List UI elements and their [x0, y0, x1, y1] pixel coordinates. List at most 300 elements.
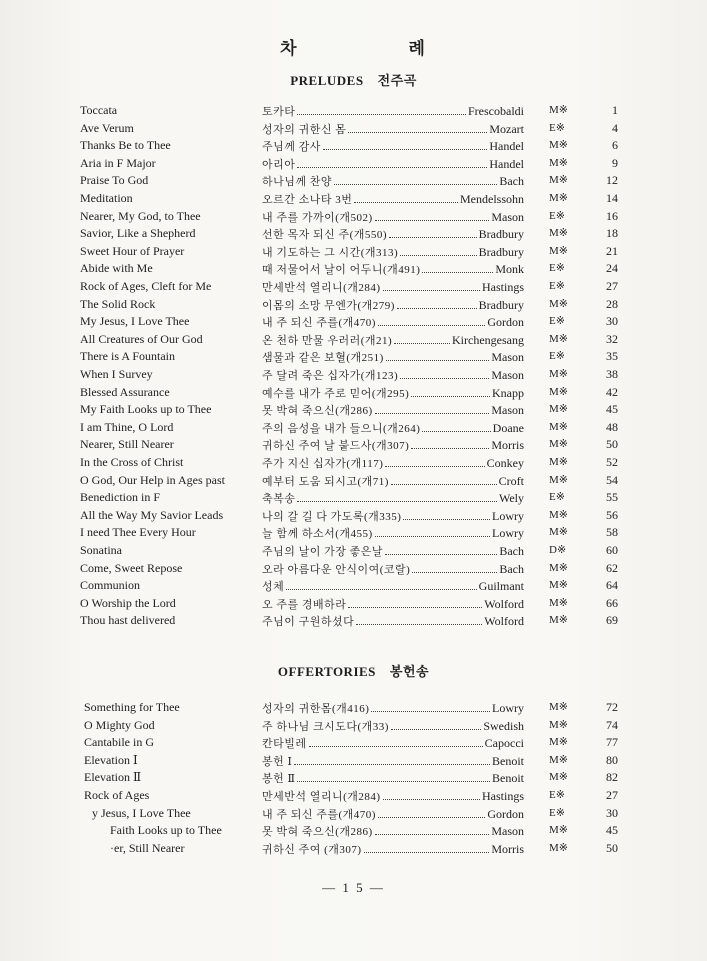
entry-korean-title: 주님의 날이 가장 좋은날: [262, 546, 384, 558]
leader-dots: [286, 580, 476, 590]
leader-dots: [348, 123, 487, 133]
toc-entry: [0, 613, 707, 630]
entry-korean-title: 샘물과 같은 보혈(개251): [262, 352, 384, 365]
entry-page-number: 30: [606, 314, 618, 329]
leader-dots: [323, 140, 487, 150]
entry-korean-and-composer: [262, 297, 524, 313]
entry-korean-title: 귀하신 주여 날 붙드사(개307): [262, 440, 410, 453]
entry-composer: Bradbury: [478, 244, 524, 259]
entry-english-title: Abide with Me: [80, 261, 153, 276]
entry-english-title: Thanks Be to Thee: [80, 138, 171, 153]
leader-dots: [400, 369, 489, 379]
entry-english-title: Sonatina: [80, 543, 122, 557]
entry-english-title: Rock of Ages, Cleft for Me: [80, 279, 212, 293]
entry-level-mark: M※: [549, 156, 568, 169]
entry-korean-and-composer: [262, 561, 524, 577]
entry-composer: Wolford: [484, 614, 524, 629]
entry-level-mark: M※: [549, 701, 568, 713]
toc-entry: [0, 156, 707, 173]
entry-level-mark: M※: [549, 718, 568, 731]
preludes-heading: [0, 70, 707, 89]
entry-english-title: Praise To God: [80, 173, 149, 188]
entry-page-number: 12: [606, 173, 618, 188]
leader-dots: [378, 808, 485, 818]
entry-composer: Knapp: [492, 385, 524, 400]
entry-korean-title: 선한 목자 되신 주(개550): [262, 229, 388, 242]
entry-english-title: O Worship the Lord: [80, 595, 176, 610]
entry-english-title: O Mighty God: [84, 717, 155, 732]
entry-korean-and-composer: [262, 385, 524, 401]
entry-korean-and-composer: [262, 753, 524, 769]
entry-korean-and-composer: [262, 508, 524, 524]
entry-level-mark: M※: [549, 368, 568, 380]
entry-korean-title: 하나님께 찬양: [262, 176, 333, 189]
leader-dots: [378, 316, 485, 326]
leader-dots: [389, 228, 477, 238]
entry-composer: Mendelssohn: [460, 192, 524, 206]
entry-composer: Capocci: [484, 736, 524, 751]
entry-composer: Kirchengesang: [452, 332, 524, 347]
page-title: [0, 34, 707, 59]
entry-composer: Mason: [491, 350, 524, 365]
entry-english-title: Something for Thee: [84, 700, 180, 714]
entry-korean-and-composer: [262, 525, 524, 541]
entry-korean-and-composer: [262, 613, 524, 629]
entry-page-number: 55: [606, 490, 618, 505]
entry-korean-and-composer: [262, 314, 524, 330]
entry-korean-and-composer: [262, 121, 524, 137]
entry-page-number: 16: [606, 208, 618, 223]
entry-korean-title: 내 주 되신 주를(개470): [262, 808, 376, 821]
leader-dots: [411, 387, 490, 397]
entry-english-title: There is A Fountain: [80, 349, 175, 364]
entry-korean-and-composer: [262, 103, 524, 119]
entry-english-title: I need Thee Every Hour: [80, 525, 196, 540]
title-right-char: 례: [408, 39, 427, 58]
entry-korean-title: 주 하나님 크시도다(개33): [262, 720, 389, 733]
entry-english-title: Cantabile in G: [84, 735, 154, 750]
entry-page-number: 64: [606, 578, 618, 593]
entry-korean-and-composer: [262, 367, 524, 383]
entry-level-mark: M※: [549, 385, 568, 398]
entry-composer: Monk: [495, 262, 524, 277]
leader-dots: [394, 334, 450, 344]
entry-composer: Lowry: [492, 701, 524, 715]
entry-level-mark: E※: [549, 262, 565, 275]
toc-entry: [0, 209, 707, 226]
entry-composer: Bach: [499, 174, 524, 189]
leader-dots: [375, 527, 490, 537]
entry-composer: Mason: [491, 209, 524, 224]
entry-page-number: 28: [606, 296, 618, 311]
entry-korean-title: 오르간 소나타 3번: [262, 194, 353, 206]
entry-level-mark: M※: [549, 174, 568, 187]
entry-korean-and-composer: [262, 420, 524, 436]
offertories-heading-ko: 봉헌송: [389, 664, 430, 679]
entry-composer: Bach: [499, 544, 524, 558]
entry-korean-title: 오 주를 경배하라: [262, 598, 347, 611]
toc-entry: [0, 473, 707, 490]
entry-page-number: 35: [606, 349, 618, 364]
entry-korean-title: 주 달려 죽은 십자가(개123): [262, 370, 399, 382]
entry-korean-title: 성자의 귀한몸(개416): [262, 703, 370, 715]
toc-entry: [0, 191, 707, 208]
toc-entry: [0, 402, 707, 419]
leader-dots: [422, 263, 493, 273]
toc-entry: [0, 788, 707, 805]
preludes-heading-en: PRELUDES: [290, 73, 364, 88]
entry-korean-title: 주가 지신 십자가(개117): [262, 458, 384, 470]
entry-page-number: 82: [606, 770, 618, 785]
entry-page-number: 32: [606, 331, 618, 346]
leader-dots: [383, 790, 480, 800]
entry-korean-and-composer: [262, 700, 524, 716]
entry-korean-and-composer: [262, 244, 524, 260]
entry-korean-and-composer: [262, 490, 524, 506]
preludes-heading-ko: 전주곡: [377, 73, 417, 88]
toc-entry: [0, 103, 707, 120]
entry-korean-title: 주님이 구원하셨다: [262, 616, 355, 629]
toc-entry: [0, 385, 707, 402]
toc-entry: [0, 525, 707, 542]
leader-dots: [411, 439, 489, 449]
entry-english-title: In the Cross of Christ: [80, 455, 184, 469]
entry-korean-title: 성자의 귀한신 몸: [262, 123, 347, 136]
leader-dots: [297, 492, 497, 502]
toc-entry: [0, 841, 707, 858]
entry-english-title: I am Thine, O Lord: [80, 419, 174, 434]
entry-level-mark: M※: [549, 403, 568, 416]
leader-dots: [297, 158, 487, 168]
entry-english-title: The Solid Rock: [80, 296, 156, 311]
entry-korean-and-composer: [262, 191, 524, 207]
entry-english-title: O God, Our Help in Ages past: [80, 472, 225, 487]
entry-korean-title: 내 기도하는 그 시간(개313): [262, 246, 399, 259]
entry-korean-and-composer: [262, 718, 524, 734]
toc-entry: [0, 455, 707, 472]
entry-page-number: 58: [606, 525, 618, 540]
entry-english-title: Blessed Assurance: [80, 384, 170, 399]
leader-dots: [412, 563, 497, 573]
leader-dots: [354, 193, 458, 203]
entry-english-title: Sweet Hour of Prayer: [80, 243, 185, 258]
entry-korean-title: 봉헌 Ⅰ: [262, 755, 293, 768]
toc-entry: [0, 367, 707, 384]
entry-page-number: 45: [606, 823, 618, 838]
entry-page-number: 50: [606, 840, 618, 855]
toc-entry: [0, 561, 707, 578]
entry-level-mark: M※: [549, 192, 568, 204]
entry-page-number: 74: [606, 717, 618, 732]
entry-english-title: Nearer, Still Nearer: [80, 437, 174, 452]
leader-dots: [297, 772, 490, 782]
entry-level-mark: M※: [549, 332, 568, 345]
entry-korean-title: 온 천하 만물 우러러(개21): [262, 334, 393, 347]
entry-korean-and-composer: [262, 209, 524, 225]
entry-korean-and-composer: [262, 226, 524, 242]
entry-korean-title: 예부터 도움 되시고(개71): [262, 475, 389, 488]
toc-entry: [0, 244, 707, 261]
entry-korean-title: 내 주를 가까이(개502): [262, 211, 373, 224]
entry-level-mark: M※: [549, 614, 568, 627]
entry-korean-title: 나의 갈 길 다 가도록(개335): [262, 510, 402, 523]
entry-english-title: My Faith Looks up to Thee: [80, 402, 212, 417]
leader-dots: [385, 457, 484, 467]
entry-english-title: Rock of Ages: [84, 788, 150, 802]
leader-dots: [297, 105, 466, 115]
entry-page-number: 6: [612, 138, 618, 153]
leader-dots: [391, 720, 481, 730]
entry-english-title: Thou hast delivered: [80, 613, 176, 628]
entry-level-mark: M※: [549, 139, 568, 152]
entry-korean-and-composer: [262, 173, 524, 189]
leader-dots: [403, 510, 490, 520]
leader-dots: [364, 843, 490, 853]
leader-dots: [391, 475, 497, 485]
toc-entry: [0, 226, 707, 243]
entry-level-mark: E※: [549, 280, 565, 292]
entry-korean-and-composer: [262, 596, 524, 612]
toc-entry: [0, 823, 707, 840]
entry-english-title: Elevation Ⅱ: [84, 770, 142, 785]
entry-composer: Morris: [491, 841, 524, 856]
leader-dots: [309, 737, 483, 747]
toc-entry: [0, 508, 707, 525]
entry-level-mark: E※: [549, 806, 565, 819]
entry-composer: Gordon: [487, 806, 524, 821]
entry-composer: Conkey: [486, 456, 524, 470]
entry-page-number: 42: [606, 384, 618, 399]
entry-composer: Handel: [489, 156, 524, 171]
entry-composer: Guilmant: [478, 579, 524, 594]
entry-level-mark: E※: [549, 350, 565, 363]
entry-english-title: All the Way My Savior Leads: [80, 507, 224, 522]
entry-korean-title: 축복송: [262, 493, 296, 506]
entry-page-number: 1: [612, 103, 618, 117]
entry-korean-title: 만세반석 열리니(개284): [262, 791, 381, 803]
entry-composer: Mason: [491, 368, 524, 382]
leader-dots: [375, 211, 490, 221]
entry-korean-and-composer: [262, 543, 524, 559]
entry-korean-and-composer: [262, 770, 524, 786]
entry-composer: Handel: [489, 139, 524, 154]
entry-level-mark: M※: [549, 526, 568, 539]
entry-page-number: 9: [612, 155, 618, 170]
entry-level-mark: M※: [549, 244, 568, 257]
entry-english-title: Meditation: [80, 191, 133, 205]
leader-dots: [356, 615, 482, 625]
leader-dots: [386, 351, 489, 361]
entry-page-number: 38: [606, 367, 618, 381]
entry-korean-and-composer: [262, 806, 524, 822]
entry-level-mark: E※: [549, 121, 565, 134]
entry-page-number: 27: [606, 788, 618, 802]
entry-korean-title: 봉헌 Ⅱ: [262, 773, 296, 786]
entry-composer: Wolford: [484, 596, 524, 611]
leader-dots: [375, 404, 490, 414]
toc-entry: [0, 700, 707, 717]
entry-english-title: Toccata: [80, 103, 118, 117]
leader-dots: [400, 246, 476, 256]
toc-entry: [0, 138, 707, 155]
entry-page-number: 50: [606, 437, 618, 452]
entry-level-mark: M※: [549, 596, 568, 609]
entry-korean-and-composer: [262, 841, 524, 857]
entry-page-number: 52: [606, 455, 618, 469]
entry-composer: Bach: [499, 561, 524, 576]
entry-korean-and-composer: [262, 156, 524, 172]
entry-level-mark: M※: [549, 227, 568, 240]
entry-page-number: 56: [606, 507, 618, 522]
entry-page-number: 14: [606, 191, 618, 205]
page-number: — 1 5 —: [322, 880, 385, 895]
entry-level-mark: M※: [549, 104, 568, 116]
offertories-heading-en: OFFERTORIES: [277, 664, 376, 679]
toc-entry: [0, 314, 707, 331]
entry-english-title: Benediction in F: [80, 490, 160, 505]
toc-entry: [0, 349, 707, 366]
entry-korean-and-composer: [262, 473, 524, 489]
entry-korean-title: 못 박혀 죽으신(개286): [262, 826, 373, 839]
toc-entry: [0, 770, 707, 787]
entry-korean-title: 오라 아름다운 안식이여(코랄): [262, 563, 411, 576]
entry-composer: Lowry: [492, 508, 524, 523]
entry-composer: Mason: [491, 824, 524, 839]
entry-level-mark: E※: [549, 315, 565, 328]
entry-korean-title: 내 주 되신 주를(개470): [262, 317, 376, 330]
entry-composer: Bradbury: [478, 297, 524, 312]
entry-level-mark: M※: [549, 736, 568, 749]
entry-level-mark: M※: [549, 753, 568, 766]
title-left-char: 차: [280, 39, 299, 58]
entry-korean-title: 만세반석 열리니(개284): [262, 282, 381, 294]
entry-level-mark: M※: [549, 456, 568, 468]
entry-composer: Hastings: [482, 280, 524, 294]
entry-page-number: 30: [606, 805, 618, 820]
leader-dots: [294, 755, 490, 765]
entry-composer: Benoit: [492, 771, 524, 786]
entry-korean-title: 토카타: [262, 106, 296, 118]
toc-entry: [0, 578, 707, 595]
entry-english-title: Nearer, My God, to Thee: [80, 208, 201, 223]
entry-english-title: Ave Verum: [80, 120, 134, 135]
entry-english-title: Savior, Like a Shepherd: [80, 226, 196, 241]
toc-entry: [0, 420, 707, 437]
leader-dots: [422, 422, 490, 432]
leader-dots: [334, 175, 497, 185]
entry-page-number: 21: [606, 243, 618, 258]
entry-composer: Bradbury: [478, 227, 524, 242]
entry-korean-title: 주님께 감사: [262, 141, 321, 154]
entry-korean-title: 성체: [262, 581, 285, 594]
entry-english-title: Aria in F Major: [80, 155, 156, 170]
entry-english-title: When I Survey: [80, 367, 153, 381]
entry-korean-title: 아리아: [262, 158, 296, 171]
entry-korean-title: 칸타빌레: [262, 738, 307, 751]
entry-korean-and-composer: [262, 823, 524, 839]
entry-page-number: 80: [606, 752, 618, 767]
entry-korean-and-composer: [262, 735, 524, 751]
entry-page-number: 48: [606, 419, 618, 434]
entry-level-mark: E※: [549, 491, 565, 504]
entry-korean-and-composer: [262, 138, 524, 154]
toc-entry: [0, 261, 707, 278]
entry-english-title: Come, Sweet Repose: [80, 560, 183, 575]
leader-dots: [371, 702, 490, 712]
entry-page-number: 72: [606, 700, 618, 714]
entry-english-title: Communion: [80, 578, 141, 593]
toc-entry: [0, 279, 707, 296]
entry-composer: Gordon: [487, 315, 524, 330]
entry-composer: Morris: [491, 438, 524, 453]
entry-korean-and-composer: [262, 437, 524, 453]
entry-composer: Lowry: [492, 526, 524, 541]
entry-composer: Mason: [491, 403, 524, 418]
entry-page-number: 4: [612, 120, 618, 135]
entry-level-mark: M※: [549, 473, 568, 486]
entry-korean-title: 귀하신 주여 (개307): [262, 843, 362, 856]
entry-composer: Wely: [498, 491, 524, 506]
entry-korean-and-composer: [262, 455, 524, 471]
entry-composer: Frescobaldi: [468, 104, 524, 118]
entry-english-title: All Creatures of Our God: [80, 331, 203, 346]
entry-page-number: 69: [606, 613, 618, 628]
offertories-heading: [0, 661, 707, 680]
entry-level-mark: E※: [549, 789, 565, 801]
entry-english-title: Elevation Ⅰ: [84, 752, 138, 767]
entry-korean-title: 주의 음성을 내가 들으니(개264): [262, 422, 421, 435]
entry-page-number: 60: [606, 543, 618, 557]
toc-entry: [0, 735, 707, 752]
entry-composer: Swedish: [483, 718, 524, 733]
entry-page-number: 66: [606, 595, 618, 610]
leader-dots: [348, 598, 482, 608]
entry-english-title: Faith Looks up to Thee: [110, 823, 222, 838]
entry-korean-title: 이몸의 소망 무엔가(개279): [262, 299, 395, 312]
entry-level-mark: M※: [549, 420, 568, 433]
entry-level-mark: M※: [549, 579, 568, 592]
toc-entry: [0, 173, 707, 190]
entry-composer: Mozart: [489, 121, 524, 136]
toc-entry: [0, 121, 707, 138]
entry-page-number: 18: [606, 226, 618, 241]
entry-composer: Hastings: [482, 789, 524, 803]
entry-korean-title: 예수를 내가 주로 믿어(개295): [262, 387, 410, 400]
entry-composer: Benoit: [492, 753, 524, 768]
entry-level-mark: M※: [549, 438, 568, 451]
leader-dots: [385, 545, 497, 555]
entry-korean-and-composer: [262, 261, 524, 277]
entry-english-title: ·er, Still Nearer: [110, 840, 185, 855]
toc-entry: [0, 596, 707, 613]
entry-composer: Croft: [498, 473, 524, 488]
entry-korean-title: 못 박혀 죽으신(개286): [262, 405, 373, 418]
entry-page-number: 24: [606, 261, 618, 276]
leader-dots: [375, 825, 490, 835]
entry-level-mark: M※: [549, 508, 568, 521]
toc-entry: [0, 543, 707, 560]
entry-level-mark: D※: [549, 544, 567, 556]
entry-korean-and-composer: [262, 402, 524, 418]
entry-level-mark: M※: [549, 561, 568, 574]
entry-page-number: 54: [606, 472, 618, 487]
leader-dots: [397, 299, 477, 309]
toc-entry: [0, 806, 707, 823]
entry-korean-and-composer: [262, 332, 524, 348]
toc-entry: [0, 490, 707, 507]
leader-dots: [383, 281, 480, 291]
entry-level-mark: M※: [549, 841, 568, 854]
